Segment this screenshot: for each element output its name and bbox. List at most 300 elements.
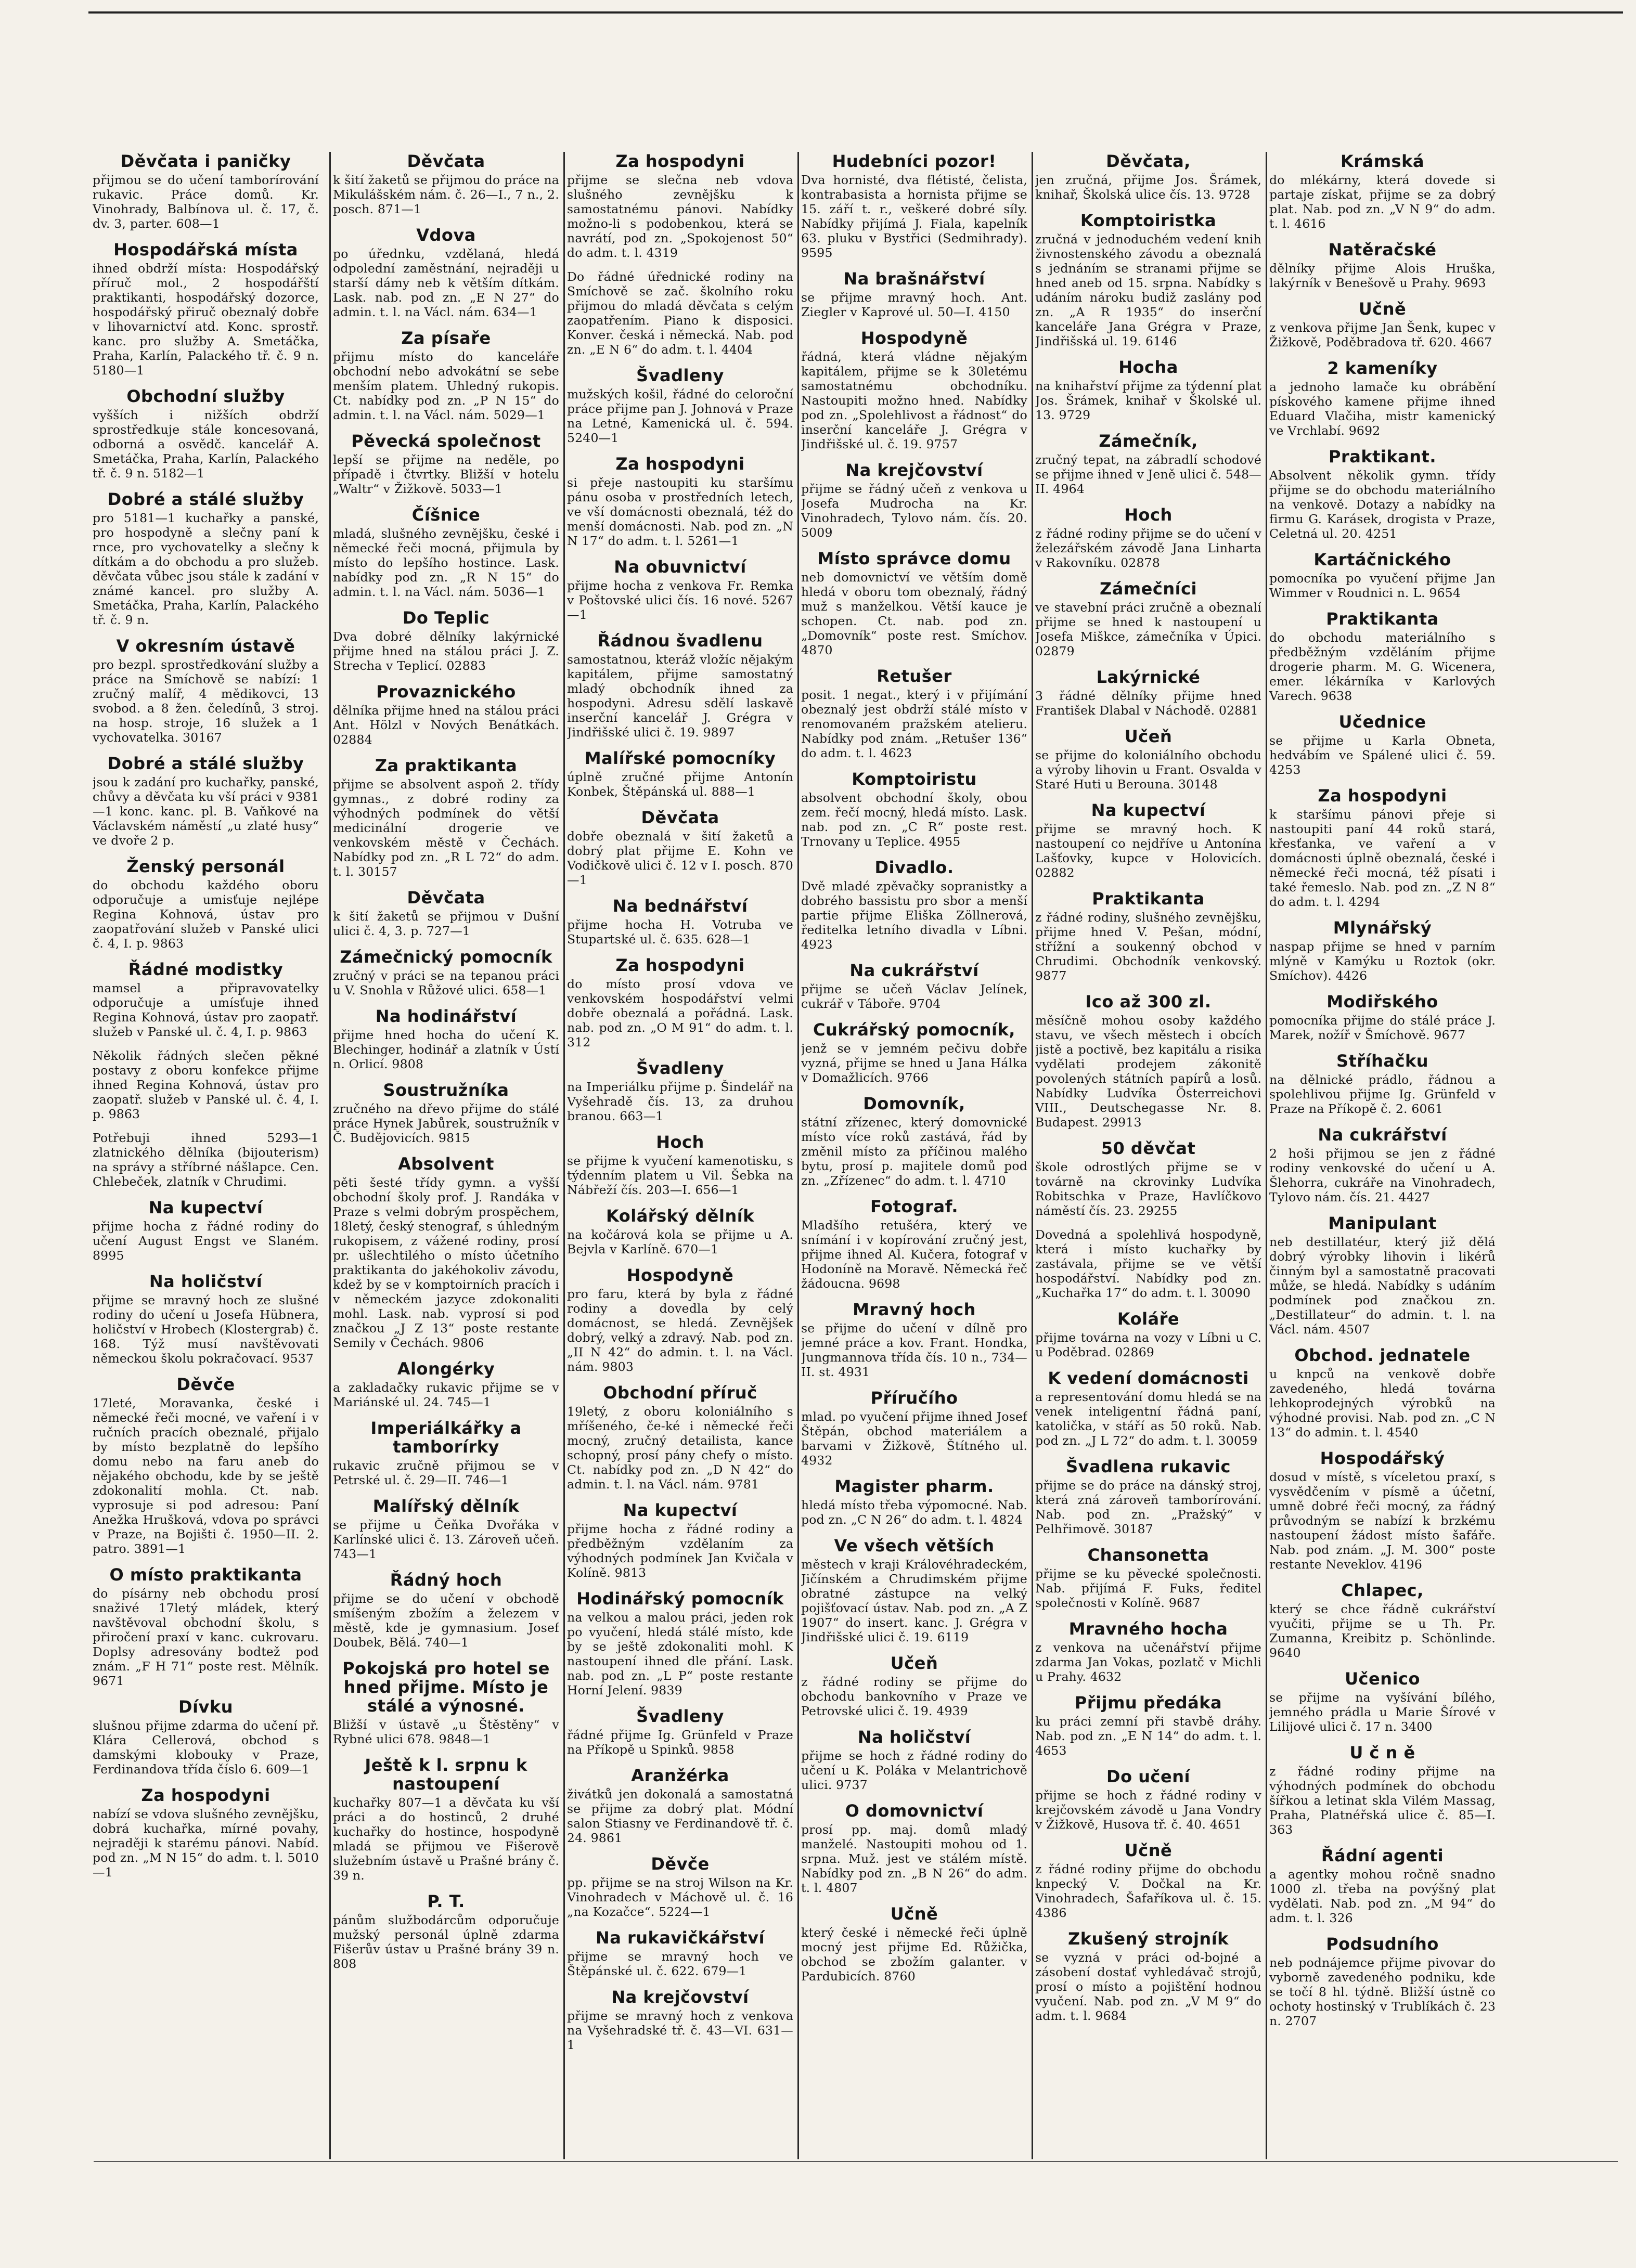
- classified-ad: [93, 754, 319, 852]
- ad-heading: Chlapec,: [1341, 1580, 1424, 1600]
- ad-body-text: mladá, slušného zevnějšku, české i německé řeči mocná, přijmula by místo do lepšího hostince. Lask. nabídky pod zn. „R N 15“ do admin. t. l. na Václ. nám. 5036—1: [333, 526, 559, 599]
- classified-ad: [1035, 1929, 1261, 2027]
- ad-body-text: přijme se mravný hoch z venkova na Vyšehradské tř. č. 43—VI. 631—1: [567, 2008, 793, 2052]
- ad-heading: P. T.: [427, 1891, 465, 1911]
- column-divider: [1266, 152, 1267, 2159]
- ad-body-text: dosud v místě, s víceletou praxí, s vysvědčením v písmě a účetní, umně dobré řeči mocný, za řádný průvodným se nabízí k brzkému nastoupení žádost místo šafáře. Nab. pod znám. „J. M. 300“ poste restante Neveklov. 4196: [1269, 1470, 1496, 1572]
- ad-heading: Domovník,: [863, 1094, 965, 1113]
- ad-heading: Magister pharm.: [834, 1476, 994, 1496]
- ad-body-text: Dva dobré dělníky lakýrnické přijme hned na stálou práci J. Z. Strecha v Teplicí. 02883: [333, 629, 559, 673]
- classified-ad: [333, 432, 559, 500]
- ad-heading: Zámečnický pomocník: [340, 947, 552, 967]
- ad-heading: Imperiálkářky a tamborírky: [370, 1418, 522, 1457]
- ad-body-text: přijme se řádný učeň z venkova u Josefa Mudrocha na Kr. Vinohradech, Tylovo nám. čís. 20. 5009: [801, 482, 1027, 540]
- ad-body-text: zručný tepat, na zábradlí schodové se přijme ihned v Jeně ulici č. 548—II. 4964: [1035, 452, 1261, 496]
- classified-ad: [567, 1501, 793, 1584]
- ad-heading: Učeň: [1124, 727, 1173, 746]
- ad-body-text: nabízí se vdova slušného zevnějšku, dobrá kuchařka, mírné povahy, nejraději k starému pánovi. Nabíd. pod zn. „M N 15“ do adm. t. l. 5010—1: [93, 1807, 319, 1880]
- ad-body-text: 3 řádné dělníky přijme hned František Dlabal v Náchodě. 02881: [1035, 689, 1261, 718]
- classified-ad: [567, 808, 793, 891]
- classified-ad: [333, 608, 559, 677]
- ad-body-text: pro faru, která by byla z řádné rodiny a dovedla by celý domácnost, se hledá. Zevnějšek dobrý, velký a zdravý. Nab. pod zn. „II N 42“ do admin. t. l. na Václ. nám. 9803: [567, 1287, 793, 1374]
- ad-body-text: na dělnické prádlo, řádnou a spolehlivou přijme Ig. Grünfeld v Praze na Příkopě č. 2. 6061: [1269, 1072, 1496, 1116]
- ad-heading: Mravný hoch: [853, 1300, 976, 1319]
- ad-heading: Švadleny: [636, 1706, 724, 1726]
- ad-body-text: přijme se do učení v obchodě smíšeným zbožím a železem v městě, kde je gymnasium. Josef Doubek, Bělá. 740—1: [333, 1591, 559, 1650]
- ad-heading: Děvčata: [641, 808, 719, 827]
- ad-body-text: ve stavební práci zručně a obeznalí přijme se hned k nastoupení u Josefa Miškce, zámečníka v Úpici. 02879: [1035, 600, 1261, 658]
- classified-ad: [1269, 1346, 1496, 1444]
- classified-ad: [93, 387, 319, 485]
- classified-ad: [333, 1659, 559, 1751]
- classified-ad: [567, 749, 793, 803]
- ad-body-text: do písárny neb obchodu prosí snaživé 17letý mládek, který navštěvoval obchodní školu, s přiročení praxí v kanc. cukrovaru. Doplsy adresovány bodtež pod znám. „F H 71“ poste rest. Mělník. 9671: [93, 1586, 319, 1688]
- ad-body-text: 19letý, z oboru koloniálního s mříšeného, če-ké i německé řeči mocný, zručný detailista, kance schopný, prosí pány chefy o místo. Ct. nabídky pod zn. „D N 42“ do admin. t. l. na Václ. nám. 9781: [567, 1404, 793, 1492]
- classified-ad: [801, 1654, 1027, 1722]
- ad-heading: Ico až 300 zl.: [1085, 992, 1212, 1012]
- ad-heading: Obchodní příruč: [603, 1383, 757, 1403]
- ad-heading: Na kupectví: [148, 1198, 263, 1217]
- ad-body-text: se přijme do učení v dílně pro jemné práce a kov. Frant. Hondka, Jungmannova třída čís. 10 n., 734—II. st. 4931: [801, 1321, 1027, 1379]
- classified-ad: [1035, 1369, 1261, 1452]
- ad-heading: Řádní agenti: [1321, 1846, 1444, 1865]
- bottom-border-rule: [94, 2161, 1618, 2162]
- ad-body-text: do místo prosí vdova ve venkovském hospodářství velmi dobře obeznalá a pořádná. Lask. nab. pod zn. „O M 91“ do adm. t. l. 312: [567, 977, 793, 1049]
- ad-body-text: přijme hocha z řádné rodiny do učení August Engst ve Slaném. 8995: [93, 1219, 319, 1263]
- ad-heading: Za hospodyni: [615, 955, 745, 975]
- ad-body-text: přijme hocha H. Votruba ve Stupartské ul. č. 635. 628—1: [567, 917, 793, 947]
- ad-body-text: pomocníka přijme do stálé práce J. Marek, nožíř v Šmíchově. 9677: [1269, 1013, 1496, 1042]
- ad-heading: V okresním ústavě: [116, 636, 295, 656]
- classified-ad: [801, 770, 1027, 853]
- classified-ad: [1035, 211, 1261, 353]
- ad-heading: Stříhačku: [1336, 1051, 1428, 1071]
- ad-heading: Zámečníci: [1100, 579, 1197, 599]
- ad-body-text: přijme se mravný hoch. K nastoupení co nejdříve u Antonína Lašťovky, kupce v Holovicích. 02882: [1035, 822, 1261, 880]
- ad-heading: Za hospodyni: [141, 1785, 270, 1805]
- ad-heading: Hoch: [1124, 505, 1173, 525]
- classified-ad: [93, 1272, 319, 1370]
- ad-body-text: živátků jen dokonalá a samostatná se přijme za dobrý plat. Módní salon Stiasny ve Ferdinandově tř. č. 24. 9861: [567, 1787, 793, 1845]
- classified-ad: [801, 1728, 1027, 1796]
- ad-heading: Na holičství: [149, 1272, 263, 1291]
- ad-heading: Kolářský dělník: [606, 1206, 754, 1226]
- ad-body-text: se přijme mravný hoch. Ant. Ziegler v Kaprové ul. 50—I. 4150: [801, 290, 1027, 319]
- ad-body-text: Dovedná a spolehlivá hospodyně, která i místo kuchařky by zastávala, přijme se ve větší hospodářství. Nabídky pod zn. „Kuchařka 17“ do adm. t. l. 30090: [1035, 1227, 1261, 1300]
- ad-body-text: se přijme u Karla Obneta, hedvábím ve Spálené ulici č. 59. 4253: [1269, 733, 1496, 777]
- ad-heading: Na obuvnictví: [614, 557, 746, 577]
- ad-body-text: přijme se slečna neb vdova slušného zevnějšku k samostatnému pánovi. Nabídky možno-li s podobenkou, která se navrátí, pod zn. „Spokojenost 50“ do adm. t. l. 4319: [567, 173, 793, 260]
- ad-body-text: z řádné rodiny přijme na výhodných podmínek do obchodu šířkou a letinat skla Vilém Massag, Praha, Platnéřská ulice č. 85—I. 363: [1269, 1764, 1496, 1837]
- ad-heading: Do Teplic: [402, 608, 490, 628]
- ad-body-text: po úřednku, vzdělaná, hledá odpolední zaměstnání, nejraději u starší dámy neb k větším dítkám. Lask. nab. pod zn. „E N 27“ do admin. t. l. na Václ. nám. 634—1: [333, 247, 559, 319]
- classified-ad: [801, 329, 1027, 456]
- classified-ad: [1269, 359, 1496, 442]
- classified-ad: [567, 558, 793, 626]
- ad-body-text: přijme se absolvent aspoň 2. třídy gymnas., z dobré rodiny za výhodných podmínek do větší medicinální drogerie ve venkovském městě v Čechách. Nabídky pod zn. „R L 72“ do adm. t. l. 30157: [333, 777, 559, 879]
- classified-ad: [1269, 1846, 1496, 1929]
- column-2: [333, 152, 559, 2159]
- ad-body-text: přijme hocha z řádné rodiny a předběžným vzdělaním za výhodných podmínek Jan Kvičala v Kolíně. 9813: [567, 1522, 793, 1580]
- ad-heading: Praktikanta: [1092, 889, 1205, 909]
- ad-heading: Za hospodyni: [615, 454, 745, 474]
- ad-body-text: přijme se hoch z řádné rodiny do učení u K. Poláka v Melantrichově ulici. 9737: [801, 1748, 1027, 1792]
- ad-heading: Švadleny: [636, 1058, 724, 1078]
- ad-body-text: 2 hoši přijmou se jen z řádné rodiny venkovské do učení u A. Šlehorra, cukráře na Vinohradech, Tylovo nám. čís. 21. 4427: [1269, 1146, 1496, 1204]
- ad-body-text: pro bezpl. sprostředkování služby a práce na Smíchově se nabízí: 1 zručný malíř, 4 mědikovci, 13 svobod. a 8 žen. čeledínů, 3 stroj. na hosp. stroje, 16 služek a 1 vychovatelka. 30167: [93, 657, 319, 745]
- ad-body-text: Do řádné úřednické rodiny na Smíchově se zač. školního roku přijmou do mladá děvčata s celým zaopatřením. Piano k disposici. Konver. česká i německá. Nab. pod zn. „E N 6“ do adm. t. l. 4404: [567, 269, 793, 357]
- ad-body-text: pánům službodárcům odporučuje mužský personál úplně zdarma Fišerův ústav u Prašné brány 39 n. 808: [333, 1913, 559, 1971]
- classified-ad: [1035, 1457, 1261, 1540]
- ad-heading: Ve všech větších: [834, 1536, 995, 1556]
- ad-body-text: rukavic zručně přijmou se v Petrské ul. č. 29—II. 746—1: [333, 1458, 559, 1487]
- classified-ad: [1269, 992, 1496, 1046]
- ad-heading: Praktikant.: [1329, 447, 1436, 466]
- ad-heading: Učeň: [890, 1653, 938, 1673]
- ad-body-text: z řádné rodiny přijme do obchodu knpecký V. Dočkal na Kr. Vinohradech, Šafaříkova ul. č. 15. 4386: [1035, 1862, 1261, 1920]
- ad-heading: Na krejčovství: [845, 460, 983, 480]
- classified-ad: [567, 1855, 793, 1923]
- classified-ad: [1269, 1052, 1496, 1120]
- ad-heading: Vdova: [416, 225, 476, 245]
- classified-ad: [567, 1589, 793, 1702]
- ad-heading: Na kupectví: [1091, 800, 1206, 820]
- classified-ad: [1269, 550, 1496, 604]
- classified-ad: [1269, 1449, 1496, 1576]
- classified-ad: [567, 1133, 793, 1201]
- classified-ad: [1035, 1693, 1261, 1762]
- ad-body-text: mamsel a připravovatelky odporučuje a umísťuje ihned Regina Kohnová, ústav pro zaopatř. služeb v Panské ul. č. 4, I. p. 9863: [93, 981, 319, 1039]
- classified-ad: [1035, 1619, 1261, 1688]
- classified-ad: [93, 490, 319, 631]
- ad-body-text: hledá místo třeba výpomocné. Nab. pod zn. „C N 26“ do adm. t. l. 4824: [801, 1498, 1027, 1527]
- classified-ad: [333, 1756, 559, 1887]
- ad-heading: Dívku: [178, 1697, 233, 1717]
- ad-body-text: státní zřízenec, který domovnické místo více roků zastává, řád by změnil místo za příčinou malého bytu, prosí p. majitele domů pod zn. „Zřízenec“ do adm. t. l. 4710: [801, 1115, 1027, 1188]
- ad-heading: Učně: [890, 1904, 938, 1924]
- ad-heading: Děvčata i paničky: [120, 152, 291, 171]
- classified-ad: [333, 1155, 559, 1354]
- ad-heading: Na cukrářství: [1318, 1125, 1447, 1145]
- classified-ad: [567, 269, 793, 361]
- ad-body-text: k šití žaketů se přijmou do práce na Mikulášském nám. č. 26—I., 7 n., 2. posch. 871—1: [333, 173, 559, 216]
- classified-ad: [567, 631, 793, 744]
- ad-body-text: se přijme u Čeňka Dvořáka v Karlínské ulici č. 13. Zároveň učeň. 743—1: [333, 1518, 559, 1561]
- classified-ad: [333, 152, 559, 221]
- ad-heading: Řádné modistky: [128, 960, 284, 979]
- classified-ad: [1035, 992, 1261, 1134]
- classified-ad: [93, 1565, 319, 1692]
- ad-heading: Na rukavičkářství: [595, 1928, 765, 1948]
- ad-body-text: přijme hned hocha do učení K. Blechinger, hodinář a zlatník v Ústí n. Orlicí. 9808: [333, 1028, 559, 1071]
- classified-ad: [567, 897, 793, 951]
- classified-ad: [1035, 432, 1261, 500]
- classified-ad: [567, 152, 793, 264]
- ad-body-text: úplně zručné přijme Antonín Konbek, Štěpánská ul. 888—1: [567, 770, 793, 799]
- column-divider: [563, 152, 565, 2159]
- ad-heading: Retušer: [877, 666, 952, 686]
- classified-ad: [801, 1904, 1027, 1988]
- classified-ad: [93, 240, 319, 382]
- ad-body-text: a agentky mohou ročně snadno 1000 zl. třeba na povýšný plat vydělati. Nab. pod zn. „M 94“ do adm. t. l. 326: [1269, 1867, 1496, 1925]
- classified-ad: [93, 857, 319, 955]
- ad-body-text: zručná v jednoduchém vedení knih živnostenského závodu a obeznalá s jednáním se stranami přijme se hned aneb od 15. srpna. Nabídky s udáním nároku budiž zaslány pod zn. „A R 1935“ do inserční kanceláře Jana Grégra v Praze, Jindřišská ul. 19. 6146: [1035, 232, 1261, 348]
- ad-body-text: na knihařství přijme za týdenní plat Jos. Šrámek, knihař v Školské ul. 13. 9729: [1035, 379, 1261, 422]
- classified-ad: [567, 1928, 793, 1982]
- ad-heading: Na cukrářství: [849, 961, 979, 980]
- ad-body-text: městech v kraji Královéhradeckém, Jičínském a Chrudimském přijme obratné zástupce na velký pojišťovací ústav. Nab. pod zn. „A Z 1907“ do insert. kanc. J. Grégra v Jindřišské ulici č. 19. 6119: [801, 1557, 1027, 1644]
- classified-ad: [93, 1786, 319, 1884]
- classified-ad: [1035, 727, 1261, 796]
- classified-ad: [1035, 668, 1261, 722]
- ad-body-text: přijmou se do učení tamborírování rukavic. Práce domů. Kr. Vinohrady, Balbínova ul. č. 17, č. dv. 3, parter. 608—1: [93, 173, 319, 231]
- classified-ad: [1269, 1743, 1496, 1841]
- ad-body-text: posit. 1 negat., který i v přijímání obeznalý jest obdrží stálé místo v renomovaném pražském atelieru. Nabídky pod znám. „Retušer 136“ do adm. t. l. 4623: [801, 688, 1027, 760]
- ad-body-text: Dvě mladé zpěvačky sopranistky a dobrého bassistu pro sbor a menší partie přijme Eliška Zöllnerová, ředitelka letního divadla v Líbni. 4923: [801, 879, 1027, 952]
- classified-ad: [1035, 152, 1261, 206]
- ad-body-text: na kočárová kola se přijme u A. Bejvla v Karlíně. 670—1: [567, 1227, 793, 1256]
- ad-body-text: do obchodu každého oboru odporučuje a umisťuje nejlépe Regina Kohnová, ústav pro zaopatřování služeb v Panské ulici č. 4, I. p. 9863: [93, 878, 319, 951]
- ad-body-text: přijme se hoch z řádné rodiny v krejčovském závodě u Jana Vondry v Žižkově, Husova tř. č. 40. 4651: [1035, 1788, 1261, 1832]
- ad-body-text: naspap přijme se hned v parním mlýně v Kamýku u Roztok (okr. Smíchov). 4426: [1269, 939, 1496, 983]
- ad-heading: Na holičství: [857, 1727, 971, 1747]
- ad-heading: Hospodyně: [860, 328, 968, 348]
- classified-ad: [93, 1048, 319, 1125]
- ad-heading: Divadlo.: [874, 858, 954, 877]
- classified-ad: [333, 1571, 559, 1654]
- ad-body-text: kuchařky 807—1 a děvčata ku vší práci a do hostinců, 2 druhé kuchařky do hostince, hospodyně mladá se přijmou ve Fišerově služebním ústavě u Prašné brány č. 39 n.: [333, 1795, 559, 1883]
- ad-body-text: se přijme do koloniálního obchodu a výroby lihovin u Frant. Osvalda v Staré Huti u Berouna. 30148: [1035, 748, 1261, 792]
- classified-ad: [567, 366, 793, 449]
- ad-heading: Přijmu předáka: [1074, 1693, 1222, 1713]
- ad-body-text: lepší se přijme na neděle, po případě i čtvrtky. Bližší v hotelu „Waltr“ v Žižkově. 5033—1: [333, 452, 559, 496]
- classified-ad: [93, 960, 319, 1043]
- classified-ad: [93, 1375, 319, 1560]
- classified-ad: [801, 1536, 1027, 1649]
- ad-heading: Hocha: [1118, 357, 1178, 377]
- ad-body-text: na velkou a malou práci, jeden rok po vyučení, hledá stálé místo, kde by se ještě zdokonaliti mohl. K nastoupení ihned dle přání. Lask. nab. pod zn. „L P“ poste restante Horní Jelení. 9839: [567, 1610, 793, 1697]
- classified-ad: [1035, 358, 1261, 426]
- ad-body-text: přijmu místo do kanceláře obchodní nebo advokátní se sebe menším platem. Uhledný rukopis. Ct. nabídky pod zn. „P N 15“ do admin. t. l. na Václ. nám. 5029—1: [333, 349, 559, 422]
- classified-ad: [567, 1707, 793, 1761]
- ad-heading: Děvče: [176, 1375, 235, 1394]
- ad-body-text: a representování domu hledá se na venek inteligentní řádná paní, katolička, v stáří as 50 roků. Nab. pod zn. „J L 72“ do adm. t. l. 30059: [1035, 1390, 1261, 1448]
- column-6: [1269, 152, 1496, 2159]
- ad-body-text: z venkova na učenářství přijme zdarma Jan Vokas, pozlatč v Michli u Prahy. 4632: [1035, 1640, 1261, 1684]
- classified-ad: [333, 1359, 559, 1414]
- ad-heading: Natěračské: [1328, 240, 1437, 260]
- ad-body-text: 17leté, Moravanka, české i německé řeči mocné, ve vaření i v ručních pracích obeznalé, přijalo by místo bezplatně do lepšího domu nebo na faru aneb do nějakého obchodu, kde by se ještě zdokonalití mohla. Ct. nab. vyprosuje si pod adresou: Paní Anežka Hrušková, vdova po správci v Praze, na Bojišti č. 1950—II. 2. patro. 3891—1: [93, 1396, 319, 1556]
- ad-heading: Modiřského: [1326, 992, 1438, 1012]
- ad-heading: Hudebníci pozor!: [832, 152, 997, 171]
- ad-heading: Cukrářský pomocník,: [813, 1020, 1015, 1040]
- classified-ad: [567, 1207, 793, 1261]
- ad-heading: Děvče: [651, 1854, 710, 1874]
- ad-body-text: do obchodu materiálního s předběžným vzděláním přijme drogerie pharm. M. G. Wicenera, emer. lékárníka v Karlových Varech. 9638: [1269, 630, 1496, 703]
- ad-heading: Za praktikanta: [375, 756, 518, 775]
- ad-body-text: absolvent obchodní školy, obou zem. řečí mocný, hledá místo. Lask. nab. pod zn. „C R“ poste rest. Trnovany u Teplice. 4955: [801, 790, 1027, 849]
- classified-ad: [1269, 1125, 1496, 1209]
- classified-ad: [1269, 300, 1496, 354]
- classified-ad: [801, 1197, 1027, 1295]
- classified-ad: [1035, 889, 1261, 987]
- classified-ad: [1035, 1841, 1261, 1924]
- ad-heading: Praktikanta: [1326, 609, 1439, 629]
- ad-body-text: na Imperiálku přijme p. Šindelář na Vyšehradě čís. 13, za druhou branou. 663—1: [567, 1080, 793, 1123]
- ad-heading: K vedení domácnosti: [1048, 1368, 1249, 1388]
- ad-heading: Učednice: [1338, 712, 1426, 732]
- classified-ad: [333, 226, 559, 323]
- classified-ad: [1035, 1227, 1261, 1304]
- ad-heading: Na bednářství: [612, 896, 748, 916]
- classified-ad: [801, 961, 1027, 1015]
- ad-heading: Hodinářský pomocník: [576, 1589, 784, 1609]
- ad-heading: Za hospodyni: [1318, 786, 1447, 806]
- ad-body-text: měsíčně mohou osoby každého stavu, ve všech městech i obcích jistě a poctivě, bez kapitálu a risika vydělati prodejem zákonitě povolených státních papírů a losů. Nabídky Ludvíka Österreichovi VIII., Deutschegasse Nr. 8. Budapest. 29913: [1035, 1013, 1261, 1130]
- ad-heading: Obchod. jednatele: [1294, 1345, 1471, 1365]
- ad-heading: Hoch: [656, 1132, 704, 1152]
- classified-ad: [333, 682, 559, 751]
- ad-heading: 50 děvčat: [1101, 1138, 1196, 1158]
- ad-body-text: neb destillatéur, který již dělá dobrý výrobky lihovin i likérů činným byl a samostatně pracovati může, se hledá. Nabídky s udáním podmínek pod značkou zn. „Destillateur“ do admin. t. l. na Václ. nám. 4507: [1269, 1235, 1496, 1337]
- column-divider: [329, 152, 331, 2159]
- classified-ad: [1269, 240, 1496, 294]
- classified-ad: [93, 152, 319, 235]
- classified-ad: [567, 455, 793, 552]
- ad-body-text: škole odrostlých přijme se v továrně na ckrovinky Ludvíka Robitschka v Praze, Havlíčkovo náměstí čís. 23. 29255: [1035, 1160, 1261, 1218]
- ad-body-text: neb podnájemce přijme pivovar do vyborně zavedeného podniku, kde se točí 8 hl. týdně. Bližší ústně co ochoty hostinský v Trublíkách č. 23 n. 2707: [1269, 1955, 1496, 2028]
- ad-body-text: dobře obeznalá v šití žaketů a dobrý plat přijme E. Kohn ve Vodičkově ulici č. 12 v I. posch. 870—1: [567, 829, 793, 887]
- ad-body-text: u knpců na venkově dobře zavedeného, hledá továrna lehkoprodejných výrobků na výhodné provisi. Nab. pod zn. „C N 13“ do admin. t. l. 4540: [1269, 1367, 1496, 1440]
- classified-ad: [801, 461, 1027, 544]
- ad-heading: Koláře: [1117, 1309, 1180, 1329]
- classified-ad: [801, 1094, 1027, 1192]
- ad-heading: Ještě k l. srpnu k nastoupení: [365, 1755, 527, 1794]
- ad-heading: Pokojská pro hotel se hned přijme. Místo je stálé a výnosné.: [342, 1658, 550, 1716]
- classified-ad: [801, 1477, 1027, 1531]
- ad-heading: Alongérky: [397, 1359, 495, 1379]
- ad-body-text: přijme továrna na vozy v Líbni u C. u Poděbrad. 02869: [1035, 1330, 1261, 1359]
- ad-heading: Dobré a stálé služby: [107, 754, 304, 773]
- ad-heading: Na hodinářství: [375, 1006, 517, 1026]
- ad-heading: Malířský dělník: [372, 1496, 520, 1516]
- ad-body-text: samostatnou, kteráž vložíc nějakým kapitálem, přijme samostatný mladý obchodník ihned za hospodyni. Adresu sdělí laskavě inserční kancelář J. Grégra v Jindřišské ulici č. 19. 9897: [567, 652, 793, 740]
- classified-ad: [567, 1988, 793, 2056]
- classified-ad: [801, 1802, 1027, 1899]
- ad-heading: Číšnice: [411, 505, 481, 525]
- ad-body-text: pp. přijme se na stroj Wilson na Kr. Vinohradech v Máchově ul. č. 16 „na Kozačce“. 5224—1: [567, 1875, 793, 1919]
- classified-ad: [333, 756, 559, 883]
- classified-ad: [1269, 1214, 1496, 1341]
- ad-heading: Komptoiristu: [852, 769, 977, 789]
- classified-ad: [801, 269, 1027, 323]
- classified-ad: [1269, 610, 1496, 707]
- ad-body-text: z řádné rodiny, slušného zevnějšku, přijme hned V. Pešan, módní, střížní a soukenný obchod v Chrudimi. Obchodník venkovský. 9877: [1035, 910, 1261, 983]
- ad-heading: Pěvecká společnost: [351, 431, 541, 451]
- ad-heading: Děvčata: [407, 888, 485, 908]
- ad-heading: Chansonetta: [1087, 1545, 1209, 1565]
- ad-heading: Absolvent: [398, 1154, 494, 1174]
- column-divider: [1032, 152, 1033, 2159]
- ad-body-text: Potřebuji ihned 5293—1 zlatnického dělníka (bijouterism) na správy a stříbrné nášlapce. Cen. Chlebeček, zlatník v Chrudimi.: [93, 1131, 319, 1189]
- ad-heading: O místo praktikanta: [109, 1565, 302, 1585]
- classified-ad: [1035, 506, 1261, 574]
- ad-body-text: z venkova přijme Jan Šenk, kupec v Žižkově, Poděbradova tř. 620. 4667: [1269, 320, 1496, 349]
- ad-body-text: přijme se mravný hoch ve Štěpánské ul. č. 622. 679—1: [567, 1949, 793, 1978]
- ad-heading: O domovnictví: [845, 1801, 984, 1821]
- ad-body-text: přijme hocha z venkova Fr. Remka v Poštovské ulici čís. 16 nové. 5267—1: [567, 578, 793, 622]
- ad-body-text: zručného na dřevo přijme do stálé práce Hynek Jabůrek, soustružník v Č. Budějovicích. 9815: [333, 1101, 559, 1145]
- ad-body-text: a zakladačky rukavic přijme se v Mariánské ul. 24. 745—1: [333, 1380, 559, 1409]
- column-1: [93, 152, 319, 2159]
- ad-heading: Za hospodyni: [615, 152, 745, 171]
- classified-ad: [333, 1892, 559, 1975]
- classified-ad: [1035, 1310, 1261, 1364]
- ad-body-text: Několik řádných slečen pěkné postavy z oboru konfekce přijme ihned Regina Kohnová, ústav pro zaopatř. služeb v Panské ul. č. 4, I. p. 9863: [93, 1048, 319, 1121]
- ad-heading: Řádnou švadlenu: [597, 631, 763, 651]
- ad-heading: Příručího: [870, 1388, 958, 1408]
- ad-heading: 2 kameníky: [1327, 358, 1438, 378]
- classified-ad: [333, 1497, 559, 1565]
- ad-body-text: ku práci zemní při stavbě dráhy. Nab. pod zn. „E N 14“ do adm. t. l. 4653: [1035, 1714, 1261, 1758]
- ad-heading: Provaznického: [376, 682, 516, 702]
- ad-body-text: Absolvent několik gymn. třídy přijme se do obchodu materiálního na venkově. Dotazy a nabídky na firmu G. Karásek, drogista v Praze, Celetná ul. 20. 4251: [1269, 468, 1496, 541]
- classified-ad: [333, 329, 559, 426]
- ad-body-text: dělníka přijme hned na stálou práci Ant. Hölzl v Nových Benátkách. 02884: [333, 703, 559, 747]
- classified-ad: [567, 1059, 793, 1127]
- ad-body-text: z řádné rodiny přijme se do učení v železářském závodě Jana Linharta v Rakovníku. 02878: [1035, 526, 1261, 570]
- classified-ad: [93, 1697, 319, 1781]
- classified-ad: [801, 152, 1027, 264]
- ad-body-text: dělníky přijme Alois Hruška, lakýrník v Benešově u Prahy. 9693: [1269, 261, 1496, 290]
- classified-ad: [567, 956, 793, 1054]
- ad-heading: Malířské pomocníky: [584, 748, 776, 768]
- ad-body-text: který české i německé řeči úplně mocný jest přijme Ed. Růžička, obchod se zbožím galanter. v Pardubicích. 8760: [801, 1925, 1027, 1984]
- classified-ad: [333, 1007, 559, 1075]
- classified-ad: [333, 506, 559, 603]
- ad-heading: Dobré a stálé služby: [107, 489, 304, 509]
- classified-ad: [333, 1081, 559, 1149]
- classified-ad: [1269, 918, 1496, 987]
- ad-heading: Kartáčnického: [1313, 550, 1451, 569]
- ad-heading: Na brašnářství: [843, 269, 985, 289]
- ad-heading: Učně: [1358, 299, 1407, 319]
- ad-body-text: ihned obdrží místa: Hospodářský příruč mol., 2 hospodářští praktikanti, hospodářský dozorce, hospodářský přiruč obeznalý dobře v lihovarnictví atd. Konc. sprostř. kanc. pro služby A. Smetáčka, Praha, Karlín, Palackého tř. č. 9 n. 5180—1: [93, 261, 319, 378]
- ad-heading: Obchodní služby: [126, 386, 285, 406]
- ad-heading: Zkušený strojník: [1068, 1929, 1229, 1949]
- ad-body-text: a jednoho lamače ku obrábění pískového kamene přijme ihned Eduard Vlačiha, mistr kamenický ve Vrchlabí. 9692: [1269, 380, 1496, 438]
- ad-heading: Mlynářský: [1333, 918, 1432, 938]
- ad-body-text: prosí pp. maj. domů mladý manželé. Nastoupiti mohou od 1. srpna. Muž. jest ve stálém místě. Nabídky pod zn. „B N 26“ do adm. t. l. 4807: [801, 1822, 1027, 1895]
- ad-body-text: pomocníka po vyučení přijme Jan Wimmer v Roudnici n. L. 9654: [1269, 571, 1496, 600]
- ad-body-text: jsou k zadání pro kuchařky, panské, chůvy a děvčata ku vší práci v 9381—1 konc. kanc. pl. B. Vaňkové na Václavském náměstí „u zlaté husy“ ve dvoře 2 p.: [93, 775, 319, 848]
- ad-body-text: neb domovnictví ve větším domě hledá v oboru tom obeznalý, řádný muž s manželkou. Větší kauce je schopen. Ct. nab. pod zn. „Domovník“ poste rest. Smíchov. 4870: [801, 570, 1027, 657]
- ad-heading: Ženský personál: [126, 857, 285, 876]
- column-5: [1035, 152, 1261, 2159]
- classified-ad: [1035, 801, 1261, 884]
- ad-body-text: Mladšího retušéra, který ve snímání i v kopírování zručný jest, přijme ihned Al. Kučera, fotograf v Hodoníně na Moravě. Německá řeč žádoucna. 9698: [801, 1218, 1027, 1291]
- ad-body-text: zručný v práci se na tepanou práci u V. Snohla v Růžové ulici. 658—1: [333, 968, 559, 997]
- classified-ad: [1035, 1767, 1261, 1836]
- classified-ad: [567, 1383, 793, 1496]
- ad-body-text: pro 5181—1 kuchařky a panské, pro hospodyně a slečny paní k rnce, pro vychovatelky a slečny k dítkám a do obchodu a pro služeb. děvčata vůbec jsou stále k zadání v známé kancel. pro služby A. Smetáčka, Praha, Karlín, Palackého tř. č. 9 n.: [93, 511, 319, 627]
- ad-body-text: řádná, která vládne nějakým kapitálem, přijme se k 30letému samostatnému obchodníku. Nastoupiti možno hned. Nabídky pod zn. „Spolehlivost a řádnost“ do inserční kanceláře J. Grégra v Jindřišské ul. č. 19. 9757: [801, 349, 1027, 451]
- ad-heading: Mravného hocha: [1068, 1619, 1228, 1639]
- ad-body-text: který se chce řádně cukrářství vyučiti, přijme se u Th. Pr. Zumanna, Kreibitz p. Schönlinde. 9640: [1269, 1602, 1496, 1660]
- classified-ad: [1269, 152, 1496, 235]
- ad-heading: Na krejčovství: [611, 1987, 749, 2007]
- ad-heading: Podsudního: [1326, 1934, 1439, 1954]
